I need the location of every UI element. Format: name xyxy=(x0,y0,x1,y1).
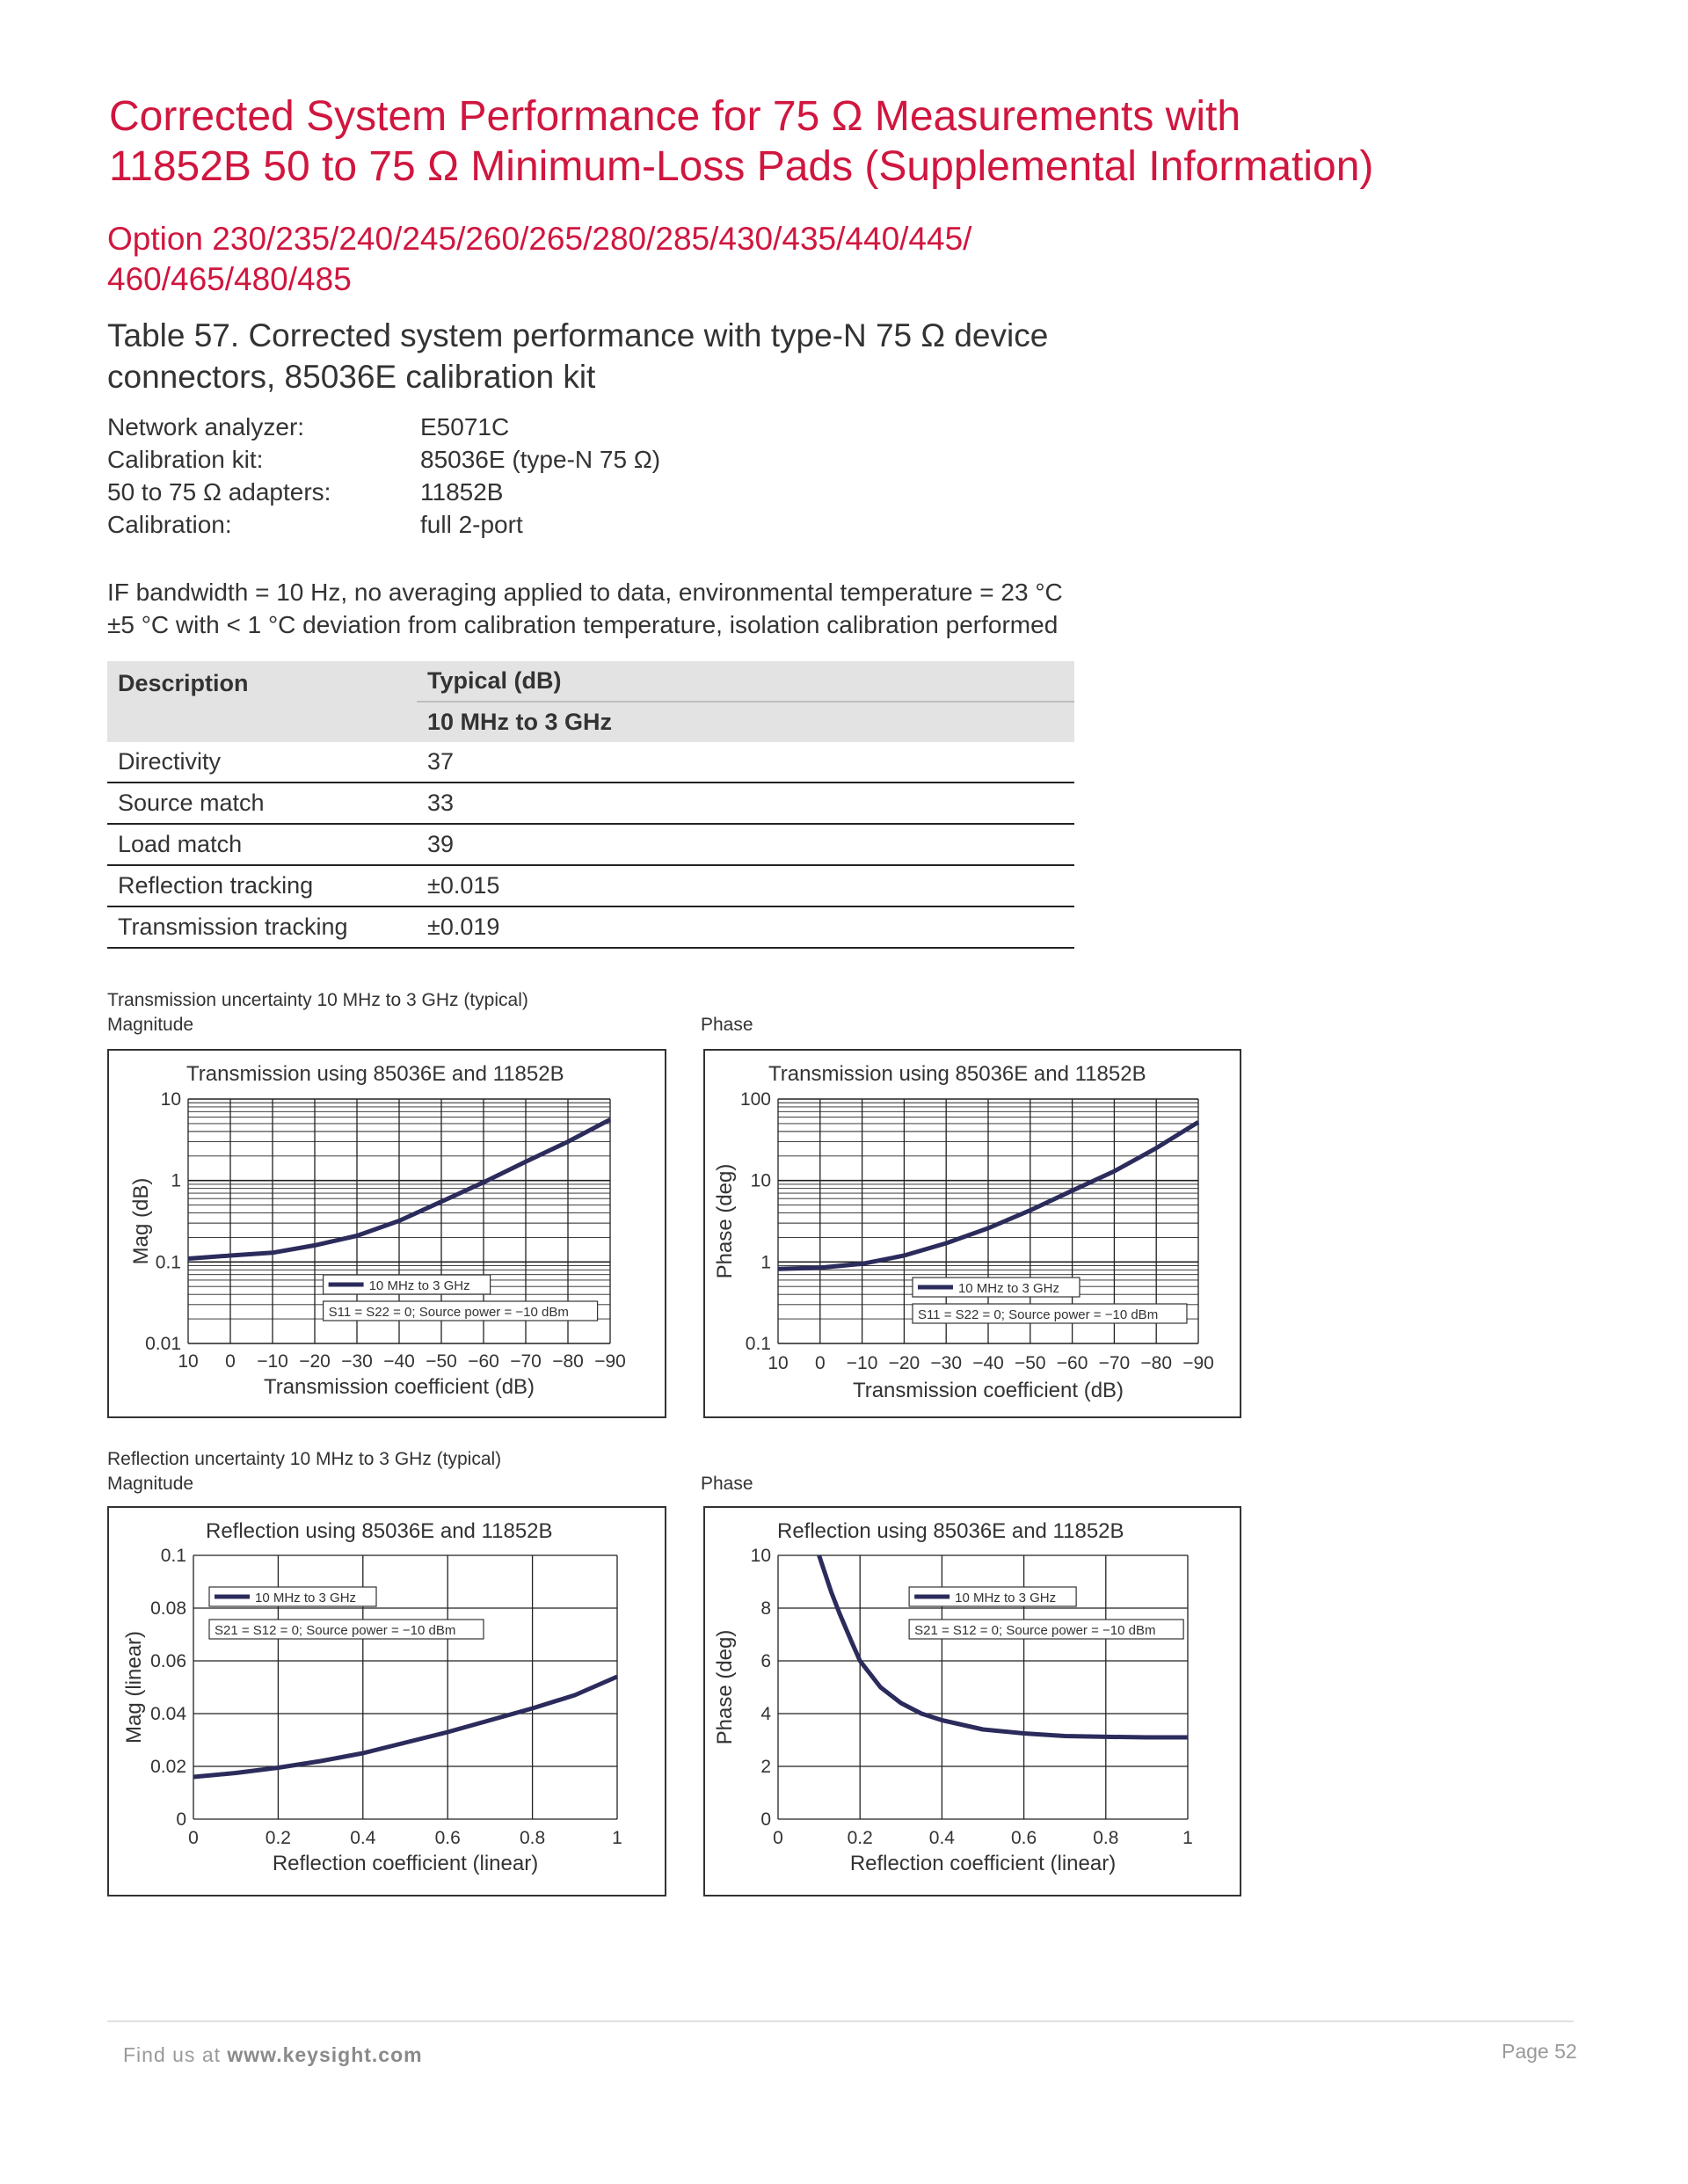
x-tick-label: −20 xyxy=(888,1353,920,1373)
y-tick-label: 100 xyxy=(739,1089,771,1110)
table-caption-line-1: Table 57. Corrected system performance with type-N 75 Ω device xyxy=(107,317,1049,353)
x-tick-label: −80 xyxy=(1140,1353,1173,1373)
x-tick-label: 0.4 xyxy=(928,1828,956,1848)
legend-label: 10 MHz to 3 GHz xyxy=(368,1278,470,1293)
y-tick-label: 10 xyxy=(750,1170,771,1191)
y-tick-label: 10 xyxy=(160,1089,181,1110)
spec-value-adapters: 11852B xyxy=(420,478,504,506)
transmission-magnitude-plot xyxy=(109,1051,665,1416)
y-tick-label: 0.01 xyxy=(145,1334,181,1354)
table-header-description: Description xyxy=(118,670,249,696)
option-subtitle-line-1: Option 230/235/240/245/260/265/280/285/430/435/440/445/ xyxy=(107,221,972,257)
legend-label: 10 MHz to 3 GHz xyxy=(255,1591,357,1605)
chart-title: Transmission using 85036E and 11852B xyxy=(186,1062,564,1086)
y-tick-label: 0.1 xyxy=(155,1252,181,1273)
table-cell-desc: Source match xyxy=(107,783,417,824)
x-tick-label: −80 xyxy=(552,1351,584,1372)
x-tick-label: 1 xyxy=(1182,1828,1193,1848)
reflection-magnitude-chart xyxy=(107,1506,666,1896)
y-tick-label: 0.1 xyxy=(745,1334,771,1354)
x-tick-label: 0.2 xyxy=(847,1828,873,1848)
legend-note: S21 = S12 = 0; Source power = −10 dBm xyxy=(914,1623,1156,1638)
y-tick-label: 0 xyxy=(176,1809,186,1830)
table-cell-value: 39 xyxy=(417,824,1074,865)
x-tick-label: −30 xyxy=(930,1353,963,1373)
reflection-phase-plot xyxy=(705,1508,1240,1895)
x-tick-label: 0 xyxy=(773,1828,783,1848)
y-tick-label: 10 xyxy=(750,1546,771,1566)
spec-label-adapters: 50 to 75 Ω adapters: xyxy=(107,478,331,506)
series-line xyxy=(193,1677,617,1777)
chart-title: Transmission using 85036E and 11852B xyxy=(768,1062,1146,1086)
page-title-line-2: 11852B 50 to 75 Ω Minimum-Loss Pads (Supplemental Information) xyxy=(109,143,1374,190)
table-cell-desc: Load match xyxy=(107,824,417,865)
y-tick-label: 1 xyxy=(171,1170,181,1191)
spec-label-analyzer: Network analyzer: xyxy=(107,413,305,440)
spec-value-analyzer: E5071C xyxy=(420,413,510,440)
table-cell-value: ±0.015 xyxy=(417,865,1074,906)
table-cell-value: ±0.019 xyxy=(417,906,1074,948)
x-tick-label: −60 xyxy=(468,1351,499,1372)
performance-table xyxy=(107,661,1074,949)
footer-text xyxy=(123,2043,423,2067)
y-axis-label: Phase (deg) xyxy=(713,1629,737,1745)
chart-title: Reflection using 85036E and 11852B xyxy=(206,1519,553,1543)
y-tick-label: 2 xyxy=(760,1757,771,1777)
table-row xyxy=(107,742,1074,783)
x-tick-label: −40 xyxy=(972,1353,1004,1373)
reflection-magnitude-plot xyxy=(109,1508,665,1895)
footer-divider xyxy=(107,2020,1574,2022)
x-tick-label: −70 xyxy=(510,1351,542,1372)
y-tick-label: 4 xyxy=(760,1704,771,1724)
x-tick-label: 0.8 xyxy=(1093,1828,1119,1848)
table-header-row xyxy=(107,661,1074,702)
option-subtitle-line-2: 460/465/480/485 xyxy=(107,261,352,297)
transmission-caption-line-2: Magnitude xyxy=(107,1015,194,1035)
page-number: Page 52 xyxy=(1502,2040,1577,2063)
x-tick-label: −10 xyxy=(257,1351,288,1372)
y-tick-label: 0.06 xyxy=(150,1651,186,1671)
y-tick-label: 1 xyxy=(760,1252,771,1273)
y-tick-label: 0.02 xyxy=(150,1757,186,1777)
legend-note: S21 = S12 = 0; Source power = −10 dBm xyxy=(215,1623,456,1638)
transmission-phase-chart xyxy=(703,1049,1241,1418)
transmission-phase-plot xyxy=(705,1051,1240,1416)
x-tick-label: −70 xyxy=(1098,1353,1131,1373)
x-tick-label: 1 xyxy=(612,1828,622,1848)
table-caption xyxy=(107,315,1338,397)
page-title xyxy=(109,91,1516,192)
table-cell-desc: Directivity xyxy=(107,742,417,783)
table-row xyxy=(107,906,1074,948)
x-tick-label: 0.2 xyxy=(265,1828,292,1848)
y-tick-label: 0.1 xyxy=(160,1546,186,1566)
transmission-magnitude-chart xyxy=(107,1049,666,1418)
x-tick-label: 0.4 xyxy=(350,1828,376,1848)
table-caption-line-2: connectors, 85036E calibration kit xyxy=(107,359,596,395)
x-tick-label: −90 xyxy=(1182,1353,1214,1373)
table-row xyxy=(107,824,1074,865)
table-row xyxy=(107,783,1074,824)
x-tick-label: 0 xyxy=(188,1828,199,1848)
y-axis-label: Phase (deg) xyxy=(713,1163,737,1279)
x-tick-label: −50 xyxy=(426,1351,457,1372)
series-line xyxy=(819,1555,1188,1737)
x-tick-label: −10 xyxy=(846,1353,878,1373)
y-tick-label: 0.04 xyxy=(150,1704,186,1724)
x-tick-label: 10 xyxy=(768,1353,789,1373)
x-tick-label: 0.6 xyxy=(1010,1828,1037,1848)
conditions-note-line-1: IF bandwidth = 10 Hz, no averaging applied to data, environmental temperature = 23 °C xyxy=(107,579,1063,606)
spec-value-calibration: full 2-port xyxy=(420,511,523,538)
table-header-typical: Typical (dB) xyxy=(427,667,562,694)
transmission-phase-caption: Phase xyxy=(701,1015,753,1035)
footer-url-link[interactable]: www.keysight.com xyxy=(227,2043,423,2066)
spec-value-cal-kit: 85036E (type-N 75 Ω) xyxy=(420,446,661,473)
x-axis-label: Transmission coefficient (dB) xyxy=(263,1375,535,1399)
y-tick-label: 8 xyxy=(760,1598,771,1619)
x-tick-label: 0.8 xyxy=(519,1828,546,1848)
y-tick-label: 0 xyxy=(760,1809,771,1830)
reflection-phase-chart xyxy=(703,1506,1241,1896)
table-subheader-frequency: 10 MHz to 3 GHz xyxy=(417,702,1074,742)
x-tick-label: −50 xyxy=(1014,1353,1046,1373)
footer-prefix: Find us at xyxy=(123,2043,221,2066)
spec-label-cal-kit: Calibration kit: xyxy=(107,446,264,473)
y-axis-label: Mag (dB) xyxy=(129,1177,153,1265)
x-axis-label: Reflection coefficient (linear) xyxy=(849,1852,1117,1875)
x-tick-label: −20 xyxy=(299,1351,331,1372)
legend-label: 10 MHz to 3 GHz xyxy=(957,1281,1060,1296)
chart-title: Reflection using 85036E and 11852B xyxy=(777,1519,1124,1543)
x-tick-label: 10 xyxy=(178,1351,199,1372)
legend-label: 10 MHz to 3 GHz xyxy=(955,1591,1057,1605)
table-cell-desc: Transmission tracking xyxy=(107,906,417,948)
legend-note: S11 = S22 = 0; Source power = −10 dBm xyxy=(328,1305,569,1320)
x-tick-label: −60 xyxy=(1056,1353,1088,1373)
x-axis-label: Reflection coefficient (linear) xyxy=(272,1852,539,1875)
page-title-line-1: Corrected System Performance for 75 Ω Measurements with xyxy=(109,93,1241,140)
x-tick-label: 0 xyxy=(225,1351,236,1372)
y-tick-label: 0.08 xyxy=(150,1598,186,1619)
reflection-caption-line-1: Reflection uncertainty 10 MHz to 3 GHz (typical) xyxy=(107,1449,502,1469)
reflection-phase-caption: Phase xyxy=(701,1474,753,1494)
x-tick-label: −30 xyxy=(341,1351,373,1372)
conditions-note-line-2: ±5 °C with < 1 °C deviation from calibration temperature, isolation calibration performed xyxy=(107,611,1059,638)
table-cell-value: 33 xyxy=(417,783,1074,824)
y-axis-label: Mag (linear) xyxy=(122,1630,146,1744)
reflection-caption-line-2: Magnitude xyxy=(107,1474,194,1494)
x-axis-label: Transmission coefficient (dB) xyxy=(852,1379,1124,1402)
table-cell-value: 37 xyxy=(417,742,1074,783)
table-row xyxy=(107,865,1074,906)
spec-label-calibration: Calibration: xyxy=(107,511,232,538)
legend-note: S11 = S22 = 0; Source power = −10 dBm xyxy=(917,1307,1159,1322)
x-tick-label: −90 xyxy=(594,1351,626,1372)
x-tick-label: −40 xyxy=(383,1351,415,1372)
x-tick-label: 0.6 xyxy=(434,1828,461,1848)
table-cell-desc: Reflection tracking xyxy=(107,865,417,906)
y-tick-label: 6 xyxy=(760,1651,771,1671)
transmission-caption-line-1: Transmission uncertainty 10 MHz to 3 GHz (typical) xyxy=(107,990,528,1010)
x-tick-label: 0 xyxy=(814,1353,826,1373)
